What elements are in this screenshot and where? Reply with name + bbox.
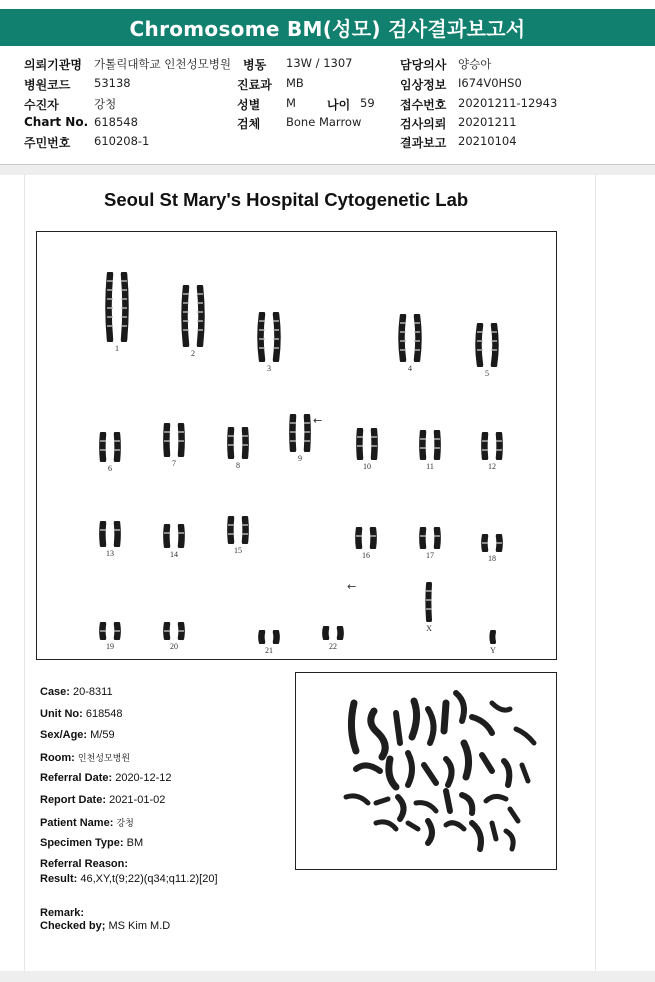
chromosome-9 [285,414,315,452]
chromosome-21 [254,630,284,644]
chromosome-label: 1 [115,344,119,353]
specimen-type-field [40,837,143,849]
result-field [40,873,218,885]
chromosome-label: 17 [426,551,434,560]
info-value: 20201211 [458,115,517,129]
chromosome-16 [351,527,381,549]
chromosome-label: 10 [363,462,371,471]
chromosome-X [423,582,435,622]
info-value: I674V0HS0 [458,76,522,90]
specimen-type-value: BM [126,837,144,849]
chromosome-14 [159,524,189,548]
chromosome-10 [352,428,382,460]
info-label: 임상정보 [400,78,447,92]
chromosome-2 [178,285,208,347]
chromosome-label: 22 [329,642,337,651]
karyotype-image [36,231,557,660]
chromosome-label: 15 [234,546,242,555]
abnormality-arrow-icon: ← [347,580,357,593]
info-value: 가톨릭대학교 인천성모병원 [94,57,231,71]
metaphase-spread-drawing [296,673,556,869]
info-label: 병원코드 [24,78,71,92]
info-value: 53138 [94,76,131,90]
report-date-field [40,794,165,806]
patient-name-value: 강청 [116,818,134,828]
chromosome-6 [95,432,125,462]
chromosome-label: 3 [267,364,271,373]
chromosome-1 [102,272,132,342]
checked-by-field [40,920,170,932]
report-date-value: 2021-01-02 [109,794,166,806]
chromosome-11 [415,430,445,460]
info-value: Bone Marrow [286,115,362,129]
lab-title: Seoul St Mary's Hospital Cytogenetic Lab [104,189,469,210]
chromosome-label: 12 [488,462,496,471]
sex-age-field [40,729,115,741]
chromosome-label: X [426,624,432,633]
result-label: Result: [40,873,78,885]
info-value: 59 [360,96,375,110]
chromosome-Y [487,630,499,644]
checked-by-label: Checked by; [40,920,106,932]
info-label: 병동 [243,58,267,72]
chromosome-label: 6 [108,464,112,473]
chromosome-label: 21 [265,646,273,655]
info-label: 의뢰기관명 [24,58,82,72]
info-value: M [286,96,296,110]
chromosome-20 [159,622,189,640]
sex-age-value: M/59 [90,729,115,741]
info-value: MB [286,76,304,90]
unit-no-value: 618548 [85,708,123,720]
result-value: 46,XY,t(9;22)(q34;q11.2)[20] [80,873,218,885]
unit-no-field [40,708,123,720]
chromosome-7 [159,423,189,457]
case-value: 20-8311 [73,686,113,698]
chromosome-18 [477,534,507,552]
case-label: Case: [40,686,70,698]
info-value: 20201211-12943 [458,96,558,110]
case-field [40,686,113,698]
info-label: 수진자 [24,98,59,112]
chromosome-22 [318,626,348,640]
chromosome-label: 14 [170,550,178,559]
chromosome-label: 16 [362,551,370,560]
remark-field [40,907,84,919]
unit-no-label: Unit No: [40,708,83,720]
info-label: Chart No. [24,115,89,129]
patient-info-section [0,52,655,164]
info-value: 13W / 1307 [286,56,353,70]
chromosome-label: 7 [172,459,176,468]
chromosome-label: 4 [408,364,412,373]
report-title: Chromosome BM(성모) 검사결과보고서 [0,9,655,46]
chromosome-label: 20 [170,642,178,651]
chromosome-13 [95,521,125,547]
info-value: 618548 [94,115,138,129]
referral-reason-field [40,858,128,870]
info-label: 검체 [237,117,261,131]
footer-band [0,971,655,982]
chromosome-label: 9 [298,454,302,463]
info-label: 검사의뢰 [400,117,447,131]
chromosome-label: 18 [488,554,496,563]
report-date-label: Report Date: [40,794,107,806]
chromosome-12 [477,432,507,460]
chromosome-label: 19 [106,642,114,651]
info-value: 양승아 [458,57,492,71]
info-value: 610208-1 [94,134,150,148]
info-value: 강청 [94,97,117,111]
abnormality-arrow-icon: ← [313,414,323,427]
referral-date-label: Referral Date: [40,772,113,784]
info-label: 주민번호 [24,136,71,150]
info-value: 20210104 [458,134,517,148]
info-label: 진료과 [237,78,272,92]
chromosome-label: 13 [106,549,114,558]
chromosome-label: 5 [485,369,489,378]
room-field [40,751,130,764]
chromosome-label: 2 [191,349,195,358]
referral-date-field [40,772,171,784]
chromosome-17 [415,527,445,549]
room-value: 인천성모병원 [77,753,131,763]
chromosome-15 [223,516,253,544]
info-label: 성별 [237,98,261,112]
sex-age-label: Sex/Age: [40,729,88,741]
patient-name-field [40,816,134,829]
referral-date-value: 2020-12-12 [115,772,172,784]
info-label: 나이 [327,98,351,112]
info-label: 담당의사 [400,58,447,72]
remark-label: Remark: [40,907,85,919]
chromosome-label: 8 [236,461,240,470]
info-label: 결과보고 [400,136,447,150]
metaphase-spread-image [295,672,557,870]
chromosome-4 [395,314,425,362]
patient-name-label: Patient Name: [40,817,114,829]
chromosome-8 [223,427,253,459]
chromosome-5 [472,323,502,367]
specimen-type-label: Specimen Type: [40,837,124,849]
chromosome-label: 11 [426,462,434,471]
separator-band [0,165,655,175]
chromosome-label: Y [490,646,496,655]
chromosome-19 [95,622,125,640]
checked-by-value: MS Kim M.D [108,920,171,932]
referral-reason-label: Referral Reason: [40,858,129,870]
room-label: Room: [40,752,75,764]
info-label: 접수번호 [400,98,447,112]
chromosome-3 [254,312,284,362]
